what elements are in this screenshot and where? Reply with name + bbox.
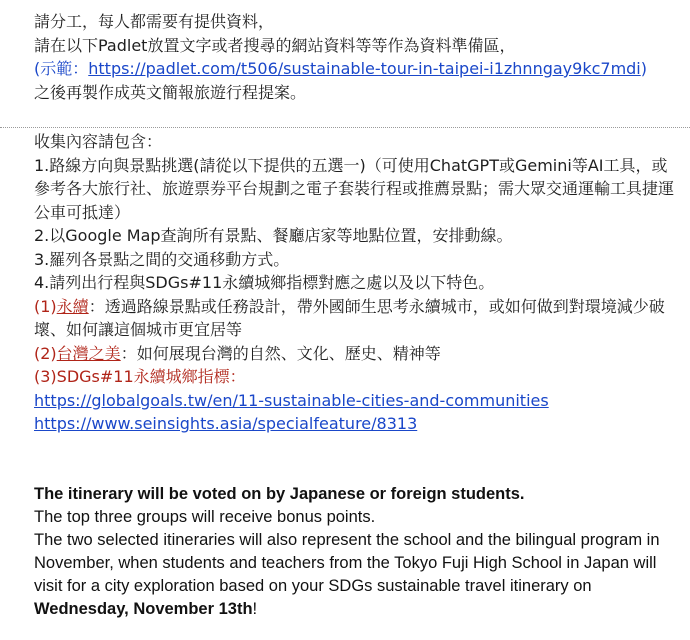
example-open: (示範： (34, 59, 89, 78)
vote-notice: The itinerary will be voted on by Japanese or foreign students. (34, 485, 525, 503)
seinsights-link[interactable]: https://www.seinsights.asia/specialfeature/8313 (34, 414, 418, 433)
section-divider (0, 127, 690, 128)
sub2-prefix: (2) (34, 343, 57, 363)
example-line (34, 57, 682, 81)
intro-section (34, 10, 682, 104)
program-end: ! (252, 600, 258, 618)
sub2-text: ：如何展現台灣的自然、文化、歷史、精神等 (120, 343, 441, 363)
padlet-link[interactable]: https://padlet.com/t506/sustainable-tour-in-taipei-i1zhnngay9kc7mdi (88, 59, 641, 78)
program-text: The two selected itineraries will also represent the school and the bilingual program in November, when students and teachers from the Tokyo Fuji High School in Japan will visit for a city exploration based on your SDGs sustainable travel itinerary on (34, 531, 660, 595)
sub1-prefix: (1) (34, 296, 57, 316)
intro-line-2: 請在以下Padlet放置文字或者搜尋的網站資料等等作為資料準備區， (34, 35, 516, 55)
sub1-text: ：透過路線景點或任務設計，帶外國師生思考永續城市，或如何做到對環境減少破壞、如何讓這個城市更宜居等 (34, 296, 665, 339)
sub1-key: 永續 (56, 296, 89, 316)
program-paragraph (34, 529, 682, 621)
visit-date: Wednesday, November 13th (34, 600, 253, 618)
content-item-3: 3.羅列各景點之間的交通移動方式。 (34, 249, 290, 269)
sub-item-sustainability (34, 295, 682, 342)
content-heading: 收集內容請包含： (34, 132, 163, 151)
content-item-4: 4.請列出行程與SDGs#11永續城鄉指標對應之處以及以下特色。 (34, 273, 495, 292)
content-item-1: 1.路線方向與景點挑選(請從以下提供的五選一)（可使用ChatGPT或Gemini等AI工具，或參考各大旅行社、旅遊票券平台規劃之電子套裝行程或推薦景點；需大眾交通運輸工具捷運公車可抵達） (34, 155, 675, 222)
sub2-key: 台灣之美 (56, 343, 121, 363)
intro-line-1: 請分工，每人都需要有提供資料， (34, 12, 275, 31)
sub-item-sdgs: (3)SDGs#11永續城鄉指標： (34, 367, 246, 386)
english-section (34, 483, 682, 621)
sub-item-taiwan-beauty (34, 342, 682, 366)
example-close: ) (640, 59, 647, 78)
globalgoals-link[interactable]: https://globalgoals.tw/en/11-sustainable-cities-and-communities (34, 390, 549, 410)
bonus-notice: The top three groups will receive bonus points. (34, 508, 376, 526)
content-section (34, 130, 682, 436)
intro-line-4: 之後再製作成英文簡報旅遊行程提案。 (34, 82, 307, 102)
content-item-2: 2.以Google Map查詢所有景點、餐廳店家等地點位置，安排動線。 (34, 226, 513, 245)
